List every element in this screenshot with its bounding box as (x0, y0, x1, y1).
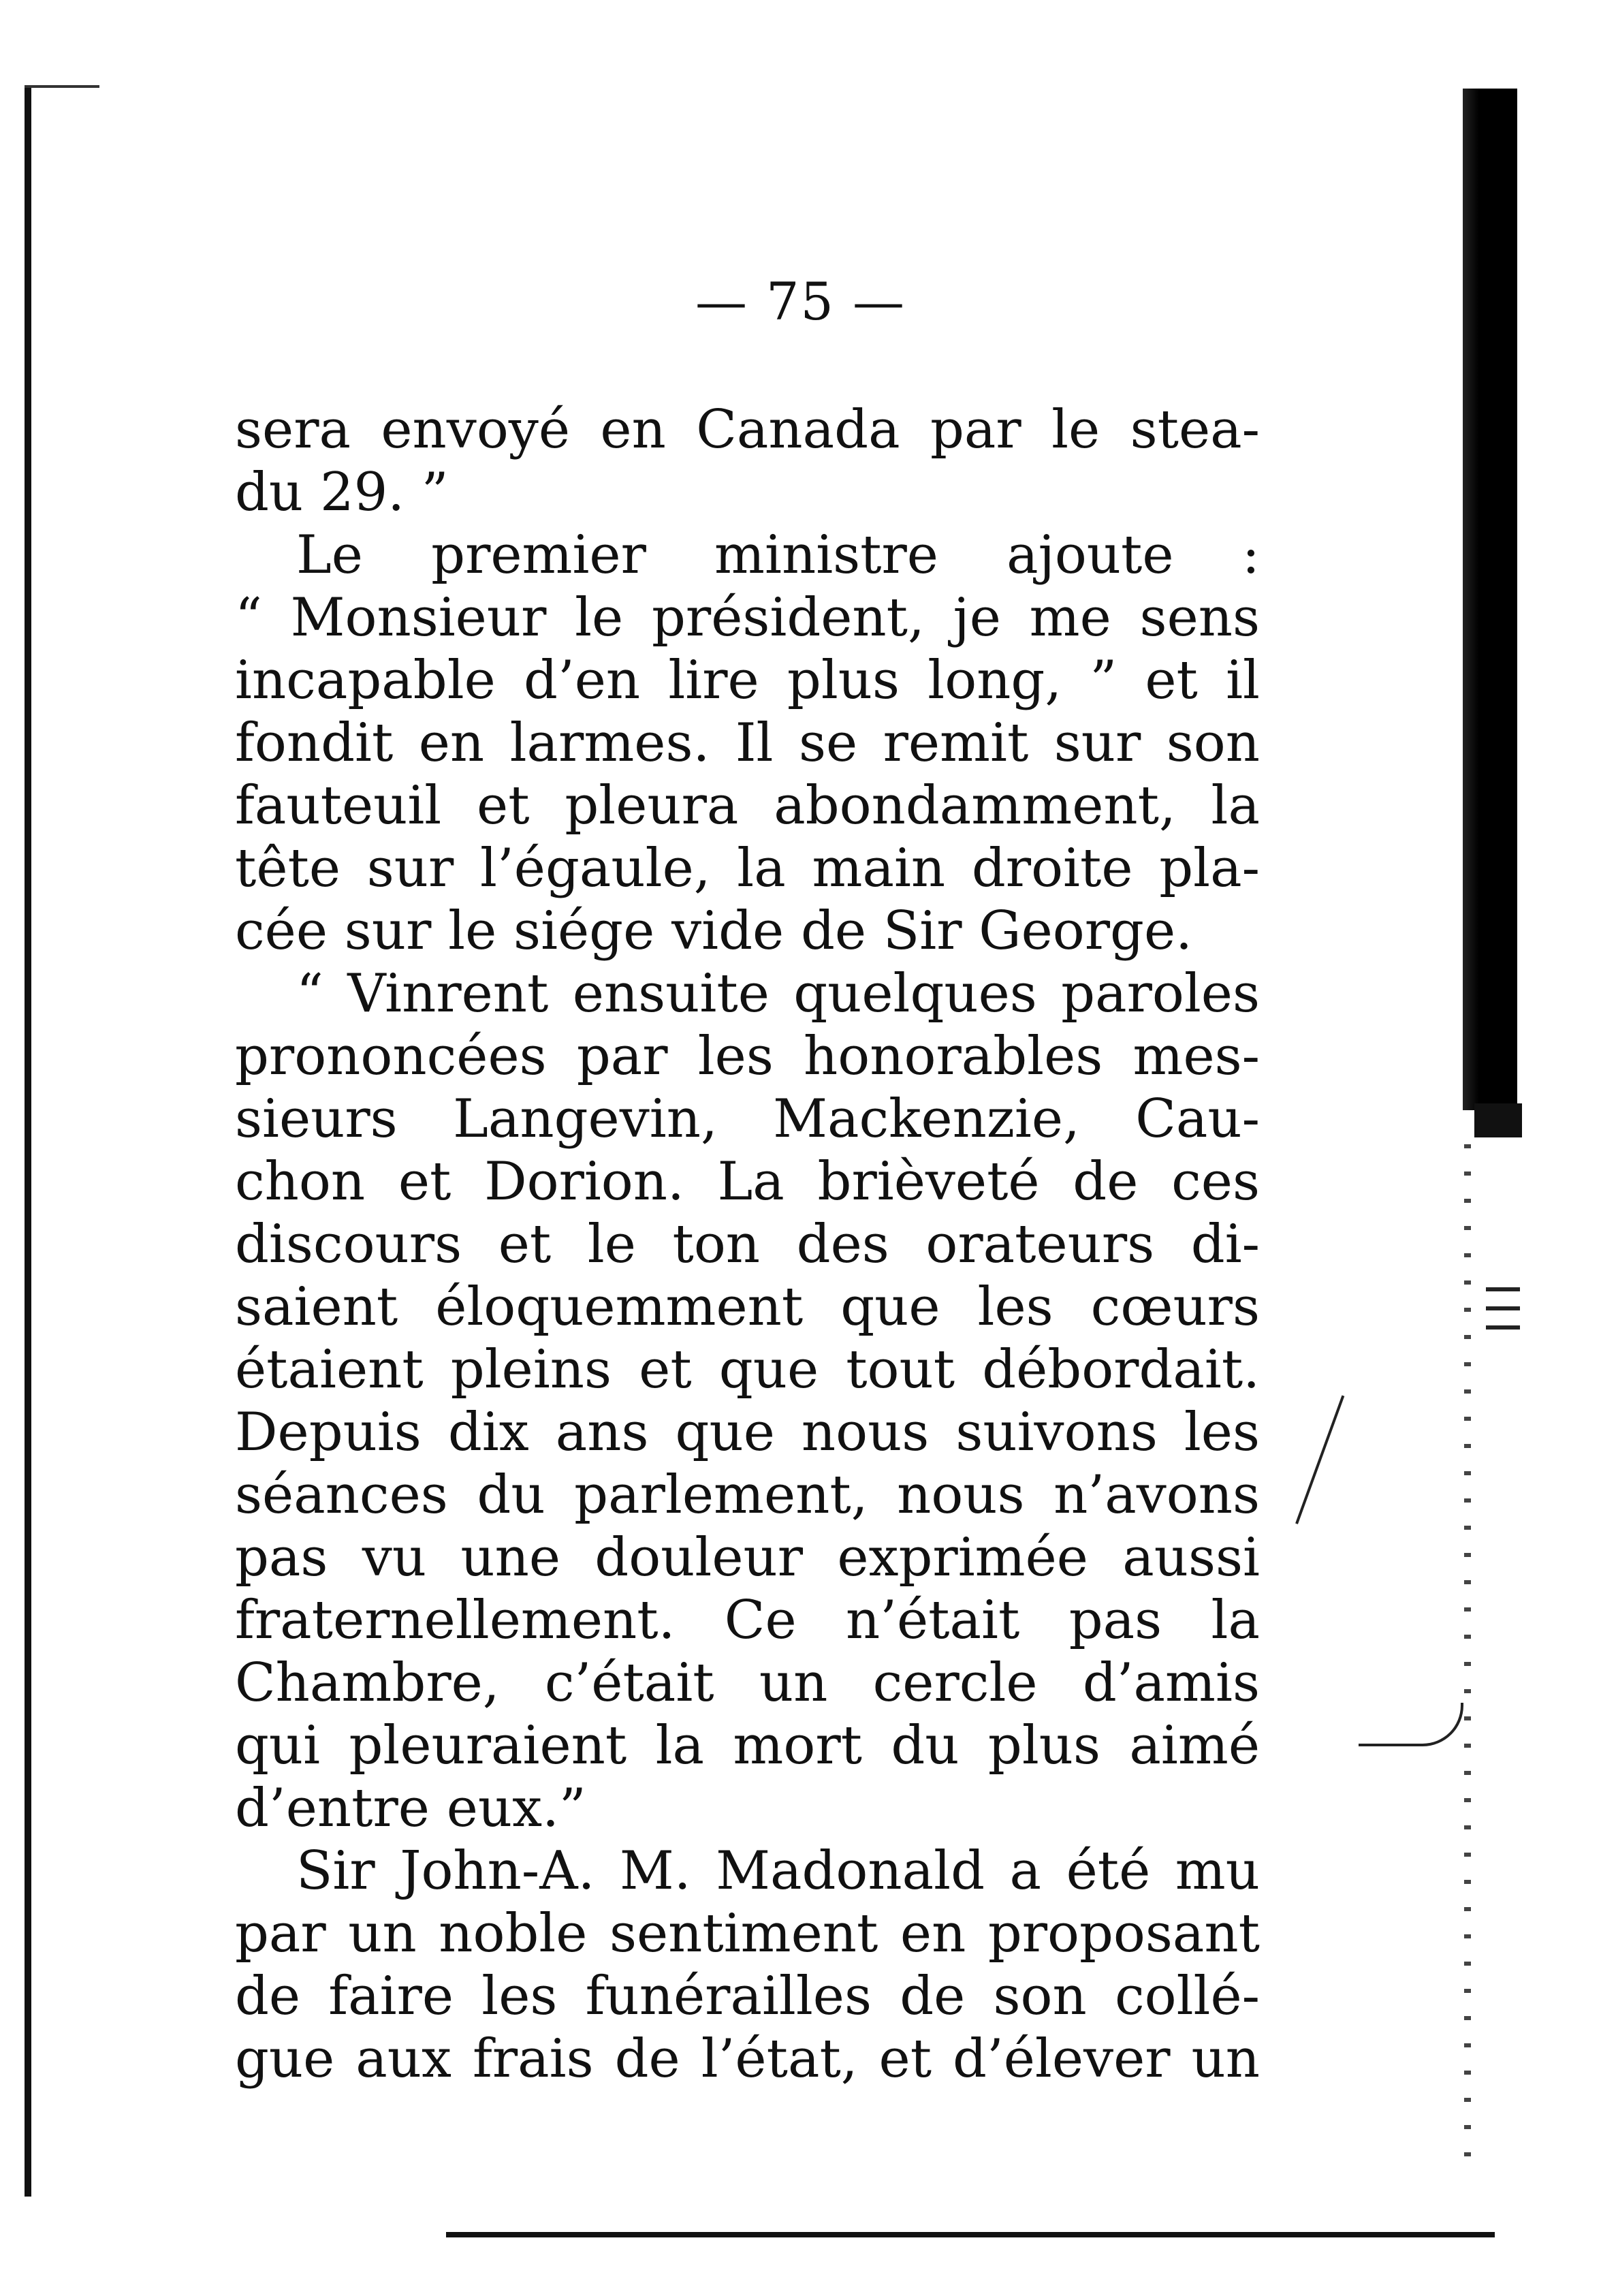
bottom-rule (446, 2232, 1495, 2237)
text-line: de faire les funérailles de son collé- (235, 1966, 1260, 2027)
scan-specks (1464, 1144, 1471, 2166)
text-line: saient éloquemment que les cœurs (235, 1276, 1260, 1338)
text-line: gue aux frais de l’état, et d’élever un (235, 2028, 1260, 2090)
text-line: Le premier ministre ajoute : (296, 524, 1260, 586)
text-line: pas vu une douleur exprimée aussi (235, 1527, 1260, 1588)
text-line: tête sur l’égaule, la main droite pla- (235, 838, 1260, 899)
binding-edge (25, 85, 31, 2197)
scan-shadow-right (1463, 89, 1517, 1110)
text-line: incapable d’en lire plus long, ” et il (235, 650, 1260, 711)
text-line: sieurs Langevin, Mackenzie, Cau- (235, 1088, 1260, 1150)
text-line: cée sur le siége vide de Sir George. (235, 900, 1192, 962)
text-line: par un noble sentiment en proposant (235, 1903, 1260, 1964)
text-line: qui pleuraient la mort du plus aimé (235, 1715, 1260, 1776)
text-line: étaient pleins et que tout débordait. (235, 1339, 1260, 1400)
page-number: — 75 — (695, 271, 906, 332)
text-line: fraternellement. Ce n’était pas la (235, 1590, 1260, 1651)
text-line: du 29. ” (235, 462, 449, 523)
text-line: fondit en larmes. Il se remit sur son (235, 712, 1260, 774)
text-line: “ Vinrent ensuite quelques paroles (296, 963, 1260, 1024)
text-line: sera envoyé en Canada par le stea- (235, 399, 1260, 460)
text-line: Chambre, c’était un cercle d’amis (235, 1652, 1260, 1714)
margin-tick-marks (1486, 1287, 1520, 1344)
binding-edge-top (25, 85, 99, 88)
text-line: discours et le ton des orateurs di- (235, 1214, 1260, 1275)
body-text (235, 398, 1260, 2090)
text-line: Sir John-A. M. Madonald a été mu (296, 1840, 1260, 1902)
text-line: d’entre eux.” (235, 1778, 586, 1839)
text-line: Depuis dix ans que nous suivons les (235, 1402, 1260, 1463)
margin-pencil-curve (1359, 1703, 1463, 1746)
margin-pencil-mark (1295, 1396, 1370, 1534)
scan-shadow-notch (1474, 1103, 1522, 1137)
text-line: prononcées par les honorables mes- (235, 1026, 1260, 1087)
text-line: “ Monsieur le président, je me sens (235, 587, 1260, 648)
text-line: fauteuil et pleura abondamment, la (235, 775, 1260, 836)
text-line: chon et Dorion. La brièveté de ces (235, 1151, 1260, 1212)
text-line: séances du parlement, nous n’avons (235, 1464, 1260, 1526)
